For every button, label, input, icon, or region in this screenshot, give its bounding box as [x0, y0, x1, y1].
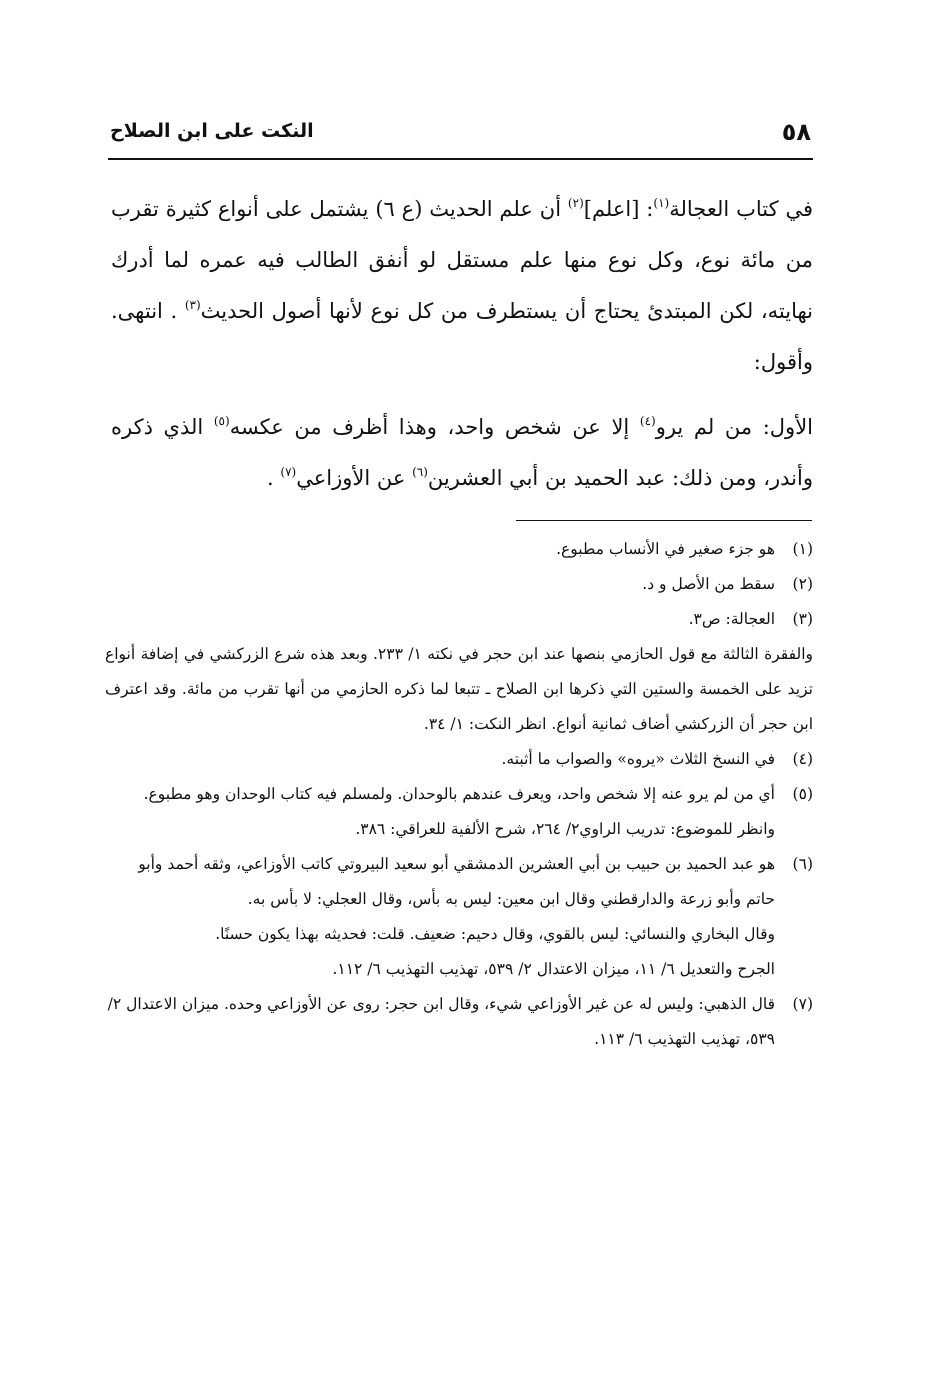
footnote-number: (٤): [792, 750, 813, 768]
footnote-6-continuation: وقال البخاري والنسائي: ليس بالقوي، وقال دحيم: ضعيف. قلت: فحديثه بهذا يكون حسنًا.: [215, 925, 775, 943]
text-segment: الذي ذكره وأندر، ومن ذلك: عبد الحميد بن أبي العشرين: [111, 415, 813, 490]
paragraph-1: [111, 184, 813, 388]
footnote-marker-5: (٥): [213, 414, 230, 428]
page-header: [108, 112, 813, 160]
footnote-text: قال الذهبي: وليس له عن غير الأوزاعي شيء، وقال ابن حجر: روى عن الأوزاعي وحده. ميزان الاعتدال ٢/ ٥٣٩، تهذيب التهذيب ٦/ ١١٣.: [107, 995, 775, 1048]
footnote-1: [105, 532, 813, 567]
footnote-5: [105, 777, 813, 812]
footnote-2: [105, 567, 813, 602]
text-segment: . انتهى. وأقول:: [111, 299, 813, 374]
running-title: النكت على ابن الصلاح: [110, 120, 314, 142]
paragraph-2: [111, 402, 813, 504]
footnotes: [105, 532, 813, 1057]
footnote-separator: [516, 520, 812, 521]
footnote-3: [105, 602, 813, 637]
footnote-4: [105, 742, 813, 777]
footnote-number: (٦): [792, 855, 813, 873]
footnote-6: [105, 847, 813, 917]
text-segment: .: [267, 466, 281, 490]
footnote-marker-6: (٦): [412, 465, 428, 479]
footnote-marker-2: (٢): [567, 196, 584, 210]
main-text: [111, 184, 813, 504]
text-segment: : [اعلم]: [583, 197, 654, 221]
footnote-6-references: الجرح والتعديل ٦/ ١١، ميزان الاعتدال ٢/ ٥٣٩، تهذيب التهذيب ٦/ ١١٢.: [332, 960, 775, 978]
footnote-text: في النسخ الثلاث «يروه» والصواب ما أثبته.: [501, 750, 775, 768]
footnote-number: (٥): [792, 785, 813, 803]
footnote-marker-3: (٣): [184, 298, 201, 312]
footnote-text: هو عبد الحميد بن حبيب بن أبي العشرين الدمشقي أبو سعيد البيروتي كاتب الأوزاعي، وثقه أحمد وأبو حاتم وأبو زرعة والدارقطني وقال ابن معين: ليس به بأس، وقال العجلي: لا بأس به.: [138, 855, 775, 908]
footnote-3-continuation: والفقرة الثالثة مع قول الحازمي بنصها عند ابن حجر في نكته ١/ ٢٣٣. وبعد هذه شرع الزركشي في إضافة أنواع تزيد على الخمسة والستين التي ذكرها ابن الصلاح ـ تتبعا لما ذكره الحازمي من أنها تقرب من مائة. وقد اعترف ابن حجر أن الزركشي أضاف ثمانية أنواع. انظر النكت: ١/ ٣٤.: [105, 645, 813, 733]
footnote-text: أي من لم يرو عنه إلا شخص واحد، ويعرف عندهم بالوحدان. ولمسلم فيه كتاب الوحدان وهو مطبوع.: [143, 785, 775, 803]
footnote-number: (١): [792, 540, 813, 558]
footnote-5-continuation: وانظر للموضوع: تدريب الراوي٢/ ٢٦٤، شرح الألفية للعراقي: ٣٨٦.: [355, 820, 775, 838]
footnote-marker-7: (٧): [280, 465, 297, 479]
text-segment: إلا عن شخص واحد، وهذا أظرف من عكسه: [229, 415, 640, 439]
text-segment: عن الأوزاعي: [296, 466, 413, 490]
footnote-number: (٧): [792, 995, 813, 1013]
text-segment: الأول: من لم يرو: [655, 415, 814, 439]
footnote-text: هو جزء صغير في الأنساب مطبوع.: [556, 540, 775, 558]
page-number: ٥٨: [781, 118, 811, 146]
footnote-marker-1: (١): [653, 196, 670, 210]
footnote-text: سقط من الأصل و د.: [642, 575, 775, 593]
text-segment: في كتاب العجالة: [669, 197, 813, 221]
footnote-number: (٢): [792, 575, 813, 593]
footnote-text: العجالة: ص٣.: [688, 610, 775, 628]
text-segment: أن علم الحديث (ع ٦) يشتمل على أنواع كثيرة تقرب من مائة نوع، وكل نوع منها علم مستقل لو أنفق الطالب فيه عمره لما أدرك نهايته، لكن المبتدئ يحتاج أن يستطرف من كل نوع لأنها أصول الحديث: [111, 197, 814, 323]
footnote-marker-4: (٤): [639, 414, 656, 428]
footnote-7: [105, 987, 813, 1057]
footnote-number: (٣): [792, 610, 813, 628]
